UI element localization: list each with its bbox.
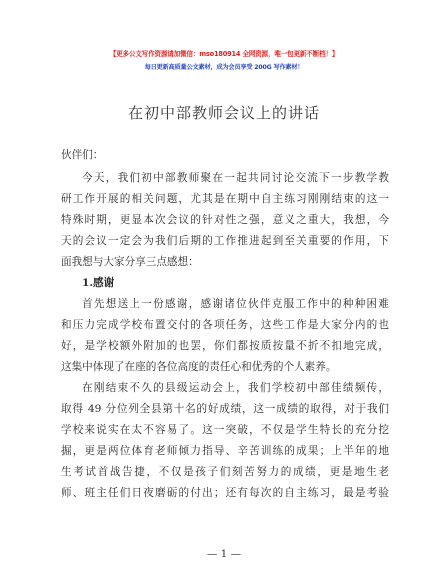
promo-banner-line-2: 每日更新高质量公文素材，成为会员享受 200G 写作素材！ [144,64,304,71]
paragraph-line: 生考试首战告捷，不仅是孩子们刻苦努力的成绩，更是地生老 [61,466,389,478]
paragraph-line: 学校来说实在太不容易了。这一突破，不仅是学生特长的充分挖 [61,424,389,436]
document-title: 在初中部教师会议上的讲话 [127,104,320,122]
paragraph-line: 取得 49 分位列全县第十名的好成绩，这一成绩的取得，对于我们 [61,403,389,415]
section-heading: 1.感谢 [82,277,115,289]
paragraph-line: 面我想与大家分享三点感想： [61,256,199,268]
paragraph-line: 今天，我们初中部教师聚在一起共同讨论交流下一步教学教 [82,172,389,184]
page-number: — 1 — [206,548,242,560]
paragraph-line: 在刚结束不久的县级运动会上，我们学校初中部佳绩频传， [82,382,389,394]
promo-banner-line-1: 【更多公文写作资源请加微信：mso180914 全网资源，唯一包更新不断档！】 [109,50,339,58]
paragraph-line: 这集中体现了在座的各位高度的责任心和优秀的个人素养。 [61,361,337,373]
paragraph-line: 师、班主任们日夜磨砺的付出；还有每次的自主练习，最是考验 [61,487,389,499]
paragraph-line: 天的会议一定会为我们后期的工作推进起到至关重要的作用，下 [61,235,389,247]
salutation-text: 伙伴们： [61,149,104,161]
paragraph-line: 好，是学校额外附加的也罢，你们都按质按量不折不扣地完成， [61,340,389,352]
paragraph-line: 掘，更是两位体育老师倾力指导、辛苦训练的成果；上半年的地 [61,445,389,457]
paragraph-line: 首先想送上一份感谢，感谢诸位伙伴克服工作中的种种困难 [82,298,389,310]
paragraph-line: 特殊时期，更显本次会议的针对性之强，意义之重大，我想，今 [61,214,389,226]
paragraph-line: 和压力完成学校布置交付的各项任务，这些工作是大家分内的也 [61,319,389,331]
paragraph-line: 研工作开展的相关问题，尤其是在期中自主练习刚刚结束的这一 [61,193,389,205]
